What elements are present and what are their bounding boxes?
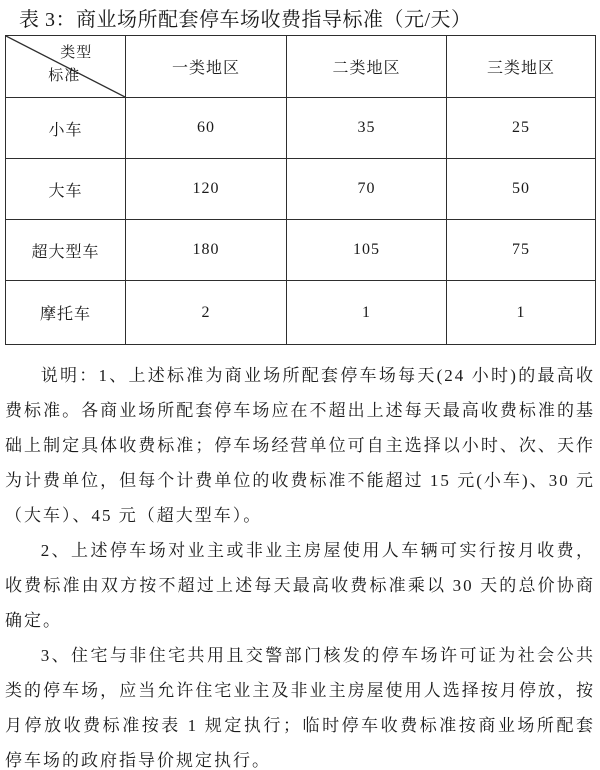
corner-label-standard: 标准 [48,68,81,84]
corner-header-cell [6,36,126,98]
table-header-row [6,36,596,98]
cell-value: 75 [447,220,596,281]
cell-value: 120 [126,159,287,220]
table-row [6,98,596,159]
cell-value: 60 [126,98,287,159]
document-page [0,3,600,770]
table-row [6,281,596,345]
table-row [6,159,596,220]
cell-value: 1 [287,281,447,345]
notes-section [5,358,595,770]
cell-value: 70 [287,159,447,220]
note-paragraph-1: 说明：1、上述标准为商业场所配套停车场每天(24 小时)的最高收费标准。各商业场所配套停车场应在不超出上述每天最高收费标准的基础上制定具体收费标准；停车场经营单位可自主选择以小时、次、天作为计费单位，但每个计费单位的收费标准不能超过 15 元(小车)、30 元（大车）、45 元（超大型车）。 [5,366,595,525]
row-label-large-car: 大车 [6,159,126,220]
column-header-region-3: 三类地区 [447,36,596,98]
note-paragraph-2: 2、上述停车场对业主或非业主房屋使用人车辆可实行按月收费，收费标准由双方按不超过上述每天最高收费标准乘以 30 天的总价协商确定。 [5,541,595,630]
cell-value: 50 [447,159,596,220]
row-label-motorcycle: 摩托车 [6,281,126,345]
column-header-region-2: 二类地区 [287,36,447,98]
column-header-region-1: 一类地区 [126,36,287,98]
cell-value: 105 [287,220,447,281]
row-label-extra-large-car: 超大型车 [6,220,126,281]
note-paragraph-3: 3、住宅与非住宅共用且交警部门核发的停车场许可证为社会公共类的停车场，应当允许住宅业主及非业主房屋使用人选择按月停放，按月停放收费标准按表 1 规定执行；临时停车收费标准按商业场所配套停车场的政府指导价规定执行。 [5,646,595,770]
corner-label-type: 类型 [60,45,93,61]
cell-value: 35 [287,98,447,159]
table-row [6,220,596,281]
row-label-small-car: 小车 [6,98,126,159]
cell-value: 180 [126,220,287,281]
cell-value: 1 [447,281,596,345]
parking-fee-table [5,35,596,345]
table-title: 表 3：商业场所配套停车场收费指导标准（元/天） [19,9,472,31]
cell-value: 2 [126,281,287,345]
cell-value: 25 [447,98,596,159]
